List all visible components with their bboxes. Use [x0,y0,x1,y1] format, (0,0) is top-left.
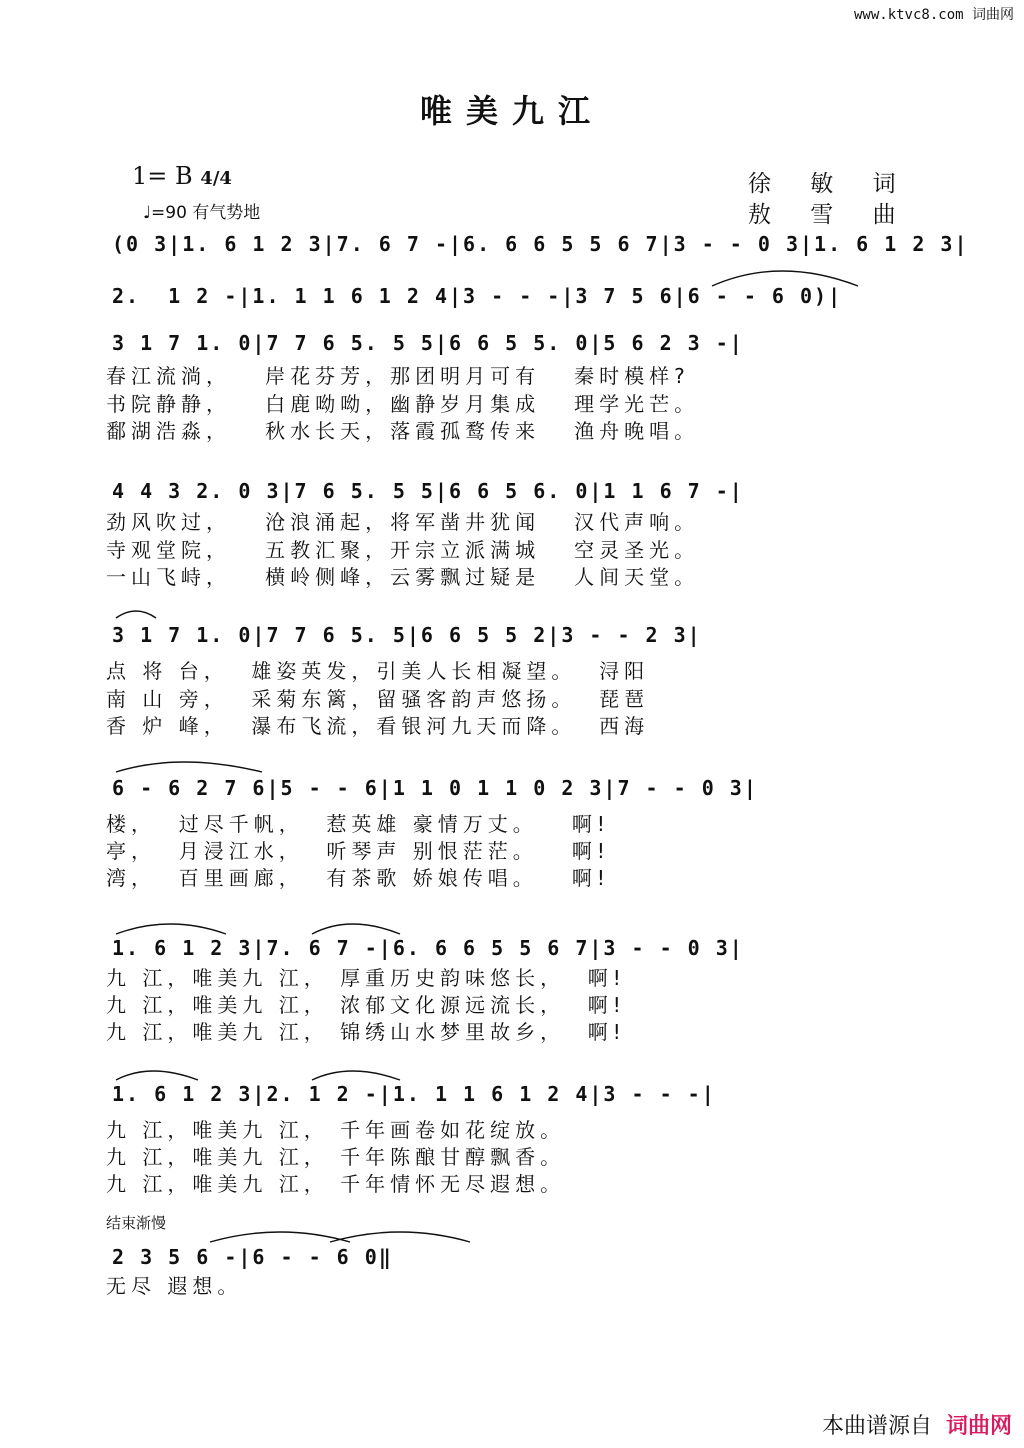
tempo-marking: ♩=90 有气势地 [143,203,261,223]
slur-7 [312,1071,400,1080]
system-8-lyric-3: 九 江，唯美九 江， 千年情怀无尽遐想。 [106,1172,566,1196]
slur-4 [116,924,226,934]
system-3-lyric-2: 书院静静， 白鹿呦呦，幽静岁月集成 理学光芒。 [106,392,700,416]
system-4-lyric-3: 一山飞峙， 横岭侧峰，云雾飘过疑是 人间天堂。 [106,565,700,589]
slur-1 [712,271,858,286]
system-1-notes: (0 3|1. 6 1 2 3|7. 6 7 -|6. 6 6 5 5 6 7|3 - - 0 3|1. 6 1 2 3| [112,232,969,256]
key-text: 1= B [132,162,193,190]
composer-credit: 敖 雪 曲 [748,202,912,228]
system-3-lyric-3: 鄱湖浩淼， 秋水长天，落霞孤鹜传来 渔舟晚唱。 [106,419,700,443]
footer-brand: 词曲网 [945,1414,1012,1439]
footer-text: 本曲谱源自 [821,1414,932,1439]
system-3-notes: 3 1 7 1. 0|7 7 6 5. 5 5|6 6 5 5. 0|5 6 2 3 -| [112,331,744,355]
system-4-notes: 4 4 3 2. 0 3|7 6 5. 5 5|6 6 5 6. 0|1 1 6 7 -| [112,479,744,503]
system-5-notes: 3 1 7 1. 0|7 7 6 5. 5|6 6 5 5 2|3 - - 2 3| [112,623,702,647]
system-6-lyric-1: 楼， 过尽千帆， 惹英雄 豪情万丈。 啊! [106,812,610,836]
system-9-lyric-1: 无尽 遐想。 [106,1274,243,1298]
system-5-lyric-2: 南 山 旁， 采菊东篱，留骚客韵声悠扬。 琵琶 [106,687,650,711]
system-8-notes: 1. 6 1 2 3|2. 1 2 -|1. 1 1 6 1 2 4|3 - - -| [112,1082,716,1106]
system-2-notes: 2. 1 2 -|1. 1 1 6 1 2 4|3 - - -|3 7 5 6|6 - - 6 0)| [112,284,843,308]
site-url: www.ktvc8.com 词曲网 [853,7,1014,23]
slur-8 [210,1232,350,1242]
ending-instruction: 结束渐慢 [106,1214,167,1232]
system-7-lyric-1: 九 江，唯美九 江， 厚重历史韵味悠长， 啊! [106,966,626,990]
system-9-notes: 2 3 5 6 -|6 - - 6 0‖ [112,1245,393,1269]
system-7-lyric-2: 九 江，唯美九 江， 浓郁文化源远流长， 啊! [106,993,626,1017]
system-7-lyric-3: 九 江，唯美九 江， 锦绣山水梦里故乡， 啊! [106,1020,626,1044]
time-signature: 4/4 [200,168,232,189]
system-4-lyric-2: 寺观堂院， 五教汇聚，开宗立派满城 空灵圣光。 [106,538,700,562]
slur-6 [116,1071,198,1080]
system-5-lyric-3: 香 炉 峰， 瀑布飞流，看银河九天而降。 西海 [106,714,650,738]
system-6-notes: 6 - 6 2 7 6|5 - - 6|1 1 0 1 1 0 2 3|7 - - 0 3| [112,776,758,800]
system-5-lyric-1: 点 将 台， 雄姿英发，引美人长相凝望。 浔阳 [106,659,650,683]
system-3-lyric-1: 春江流淌， 岸花芬芳，那团明月可有 秦时模样? [106,364,690,388]
system-7-notes: 1. 6 1 2 3|7. 6 7 -|6. 6 6 5 5 6 7|3 - - 0 3| [112,936,744,960]
system-6-lyric-2: 亭， 月浸江水， 听琴声 别恨茫茫。 啊! [106,839,610,863]
slur-3 [116,762,262,772]
slur-2 [116,611,156,618]
song-title: 唯美九江 [419,92,604,130]
slur-9 [330,1232,470,1242]
lyricist-credit: 徐 敏 词 [748,171,912,197]
slur-5 [312,924,400,934]
system-6-lyric-3: 湾， 百里画廊， 有茶歌 娇娘传唱。 啊! [106,866,610,890]
system-8-lyric-1: 九 江，唯美九 江， 千年画卷如花绽放。 [106,1118,566,1142]
system-4-lyric-1: 劲风吹过， 沧浪涌起，将军凿井犹闻 汉代声响。 [106,510,700,534]
system-8-lyric-2: 九 江，唯美九 江， 千年陈酿甘醇飘香。 [106,1145,566,1169]
source-footer [822,1409,1012,1440]
